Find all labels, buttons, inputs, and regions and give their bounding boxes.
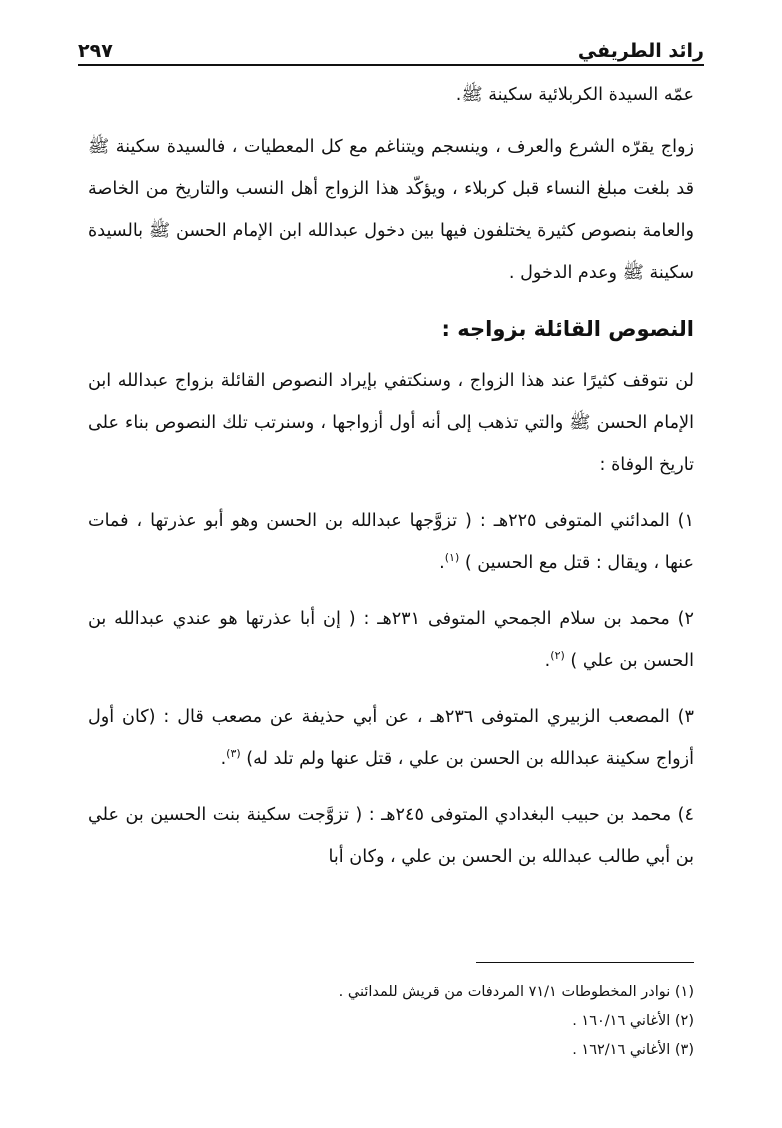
section-title: النصوص القائلة بزواجه : [441, 317, 694, 341]
footnote-ref-2: (٢) [550, 649, 565, 663]
page-number: ٢٩٧ [78, 40, 113, 62]
footnote-3: (٣) الأغاني ١٦٢/١٦ . [572, 1042, 694, 1058]
list-item-3-text: ٣) المصعب الزبيري المتوفى ٢٣٦هـ ، عن أبي حذيفة عن مصعب قال : (كان أول أزواج سكينة عبدالله بن الحسن بن علي ، قتل عنها ولم تلد له) [88, 707, 694, 769]
header-rule [78, 64, 704, 66]
paragraph-3: لن نتوقف كثيرًا عند هذا الزواج ، وسنكتفي بإيراد النصوص القائلة بزواج عبدالله ابن الإمام الحسن ﷺ والتي تذهب إلى أنه أول أزواجها ، وسنرتب تلك النصوص بناء على تاريخ الوفاة : [88, 371, 694, 475]
list-item-2: ٢) محمد بن سلام الجمحي المتوفى ٢٣١هـ : ( إن أبا عذرتها هو عندي عبدالله بن الحسن بن علي ) $^{(٢)}$. [88, 609, 694, 671]
list-item-3: ٣) المصعب الزبيري المتوفى ٢٣٦هـ ، عن أبي حذيفة عن مصعب قال : (كان أول أزواج سكينة عبدالله بن الحسن بن علي ، قتل عنها ولم تلد له) $^{(٣)}$. [88, 707, 694, 769]
list-item-4: ٤) محمد بن حبيب البغدادي المتوفى ٢٤٥هـ : ( تزوَّجت سكينة بنت الحسين بن علي بن أبي طالب عبدالله بن الحسن بن علي ، وكان أبا [88, 805, 694, 867]
paragraph-1: عمّه السيدة الكربلائية سكينة ﷺ. [455, 85, 694, 105]
main-text [88, 74, 694, 892]
list-item-1-text: ١) المدائني المتوفى ٢٢٥هـ : ( تزوَّجها عبدالله بن الحسن وهو أبو عذرتها ، فمات عنها ، ويقال : قتل مع الحسين ) [88, 511, 694, 573]
footnote-2: (٢) الأغاني ١٦٠/١٦ . [572, 1013, 694, 1029]
paragraph-2: زواج يقرّه الشرع والعرف ، وينسجم ويتناغم مع كل المعطيات ، فالسيدة سكينة ﷺ قد بلغت مبلغ النساء قبل كربلاء ، ويؤكّد هذا الزواج أهل النسب والتاريخ من الخاصة والعامة بنصوص كثيرة يختلفون فيها بين دخول عبدالله ابن الإمام الحسن ﷺ بالسيدة سكينة ﷺ وعدم الدخول . [88, 137, 694, 283]
footnote-ref-3: (٣) [226, 747, 241, 761]
list-item-2-text: ٢) محمد بن سلام الجمحي المتوفى ٢٣١هـ : ( إن أبا عذرتها هو عندي عبدالله بن الحسن بن علي ) [88, 609, 694, 671]
list-item-1: ١) المدائني المتوفى ٢٢٥هـ : ( تزوَّجها عبدالله بن الحسن وهو أبو عذرتها ، فمات عنها ، ويقال : قتل مع الحسين ) $^{(١)}$. [88, 511, 694, 573]
footnote-ref-1: (١) [444, 551, 460, 565]
running-title: رائد الطريفي [577, 40, 704, 62]
running-header [78, 26, 704, 62]
footnote-rule [476, 962, 694, 963]
footnote-1: (١) نوادر المخطوطات ٧١/١ المردفات من قريش للمدائني . [338, 984, 694, 1000]
footnotes [88, 978, 694, 1065]
